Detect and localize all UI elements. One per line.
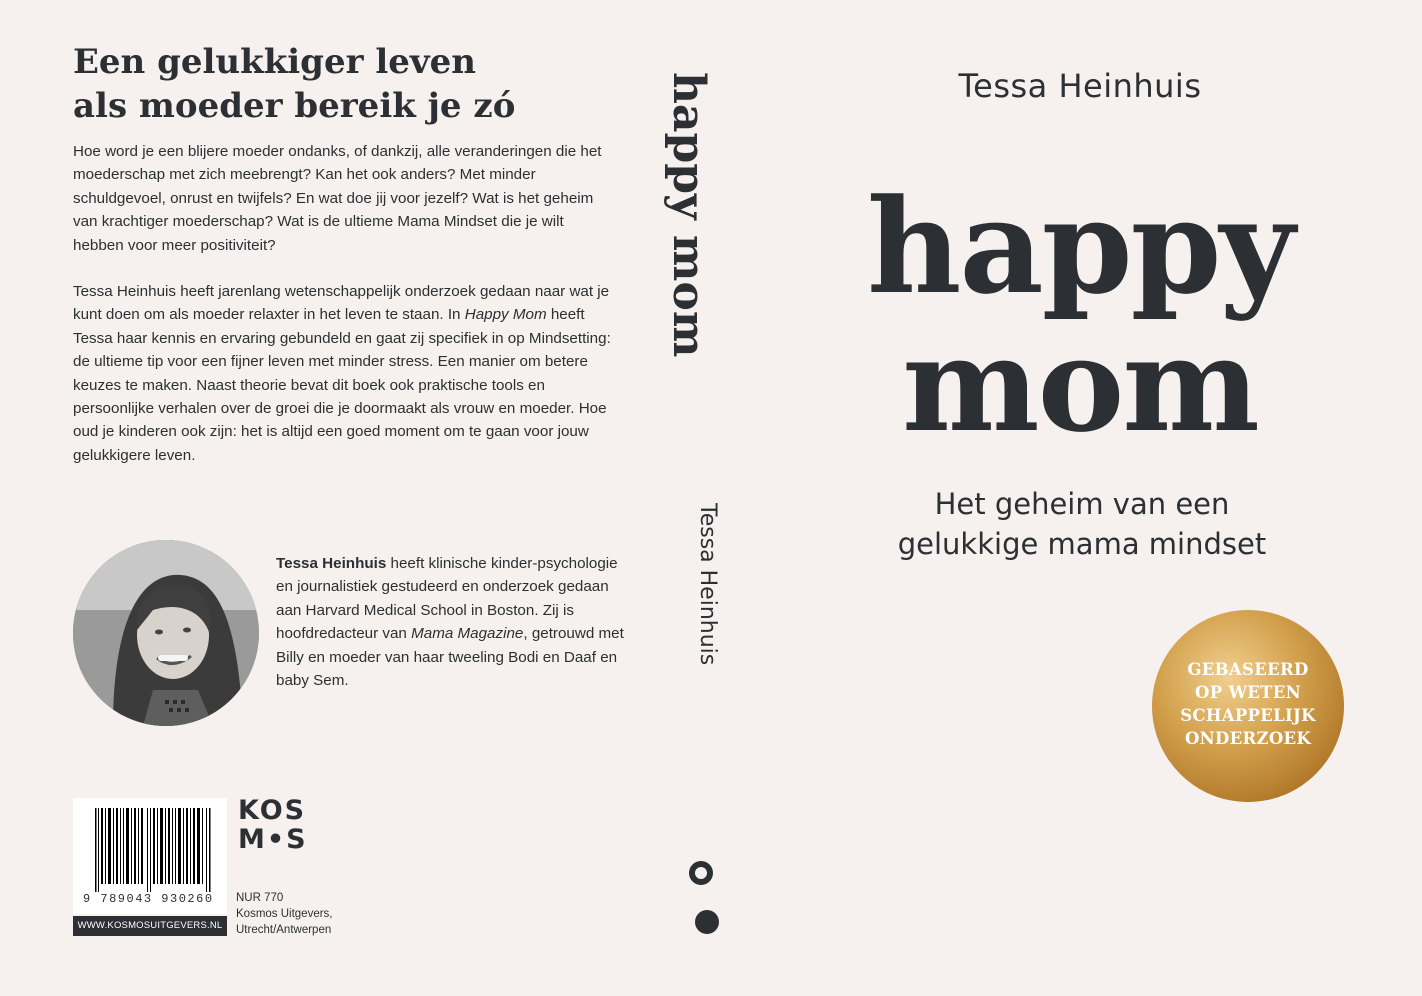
imprint-info — [236, 890, 376, 938]
barcode-bars — [81, 808, 221, 892]
publisher-name: Kosmos Uitgevers, — [236, 908, 333, 920]
publisher-location: Utrecht/Antwerpen — [236, 924, 332, 936]
blurb-paragraph-1: Hoe word je een blijere moeder ondanks, of dankzij, alle veranderingen die het moederschap met zich meebrengt? Kan het ook anders? Met minder schuldgevoel, onrust en twijfels? En wat doe jij voor jezelf? Wat is het geheim van krachtiger moederschap? Wat is de ultieme Mama Mindset die je wilt hebben voor meer positiviteit? — [73, 143, 602, 254]
author-photo — [73, 540, 259, 726]
seal-line-1: GEBASEERD — [1187, 660, 1309, 679]
barcode — [73, 798, 227, 914]
author-bio — [276, 552, 636, 692]
spine-logo-dot-icon — [695, 910, 719, 934]
seal-line-2: OP WETEN — [1195, 683, 1301, 702]
blurb-book-title: Happy Mom — [464, 306, 547, 324]
front-subtitle — [840, 484, 1324, 564]
research-seal-badge — [1152, 610, 1344, 802]
spine-author: Tessa Heinhuis — [695, 503, 720, 666]
blurb-paragraph-2-text-a: Tessa Heinhuis heeft jarenlang wetenschappelijk onderzoek gedaan naar wat je kunt doen om als moeder relaxter in het leven te staan. In — [73, 283, 610, 324]
nur-code: NUR 770 — [236, 892, 284, 904]
back-heading-line-2: als moeder bereik je zó — [73, 86, 516, 126]
front-title — [850, 170, 1310, 461]
bio-author-name: Tessa Heinhuis — [276, 555, 387, 572]
front-title-line-1: happy — [866, 170, 1294, 323]
back-cover-heading — [73, 40, 633, 128]
spine-title: happy mom — [663, 72, 714, 358]
author-portrait-illustration — [73, 540, 259, 726]
publisher-website: WWW.KOSMOSUITGEVERS.NL — [73, 916, 227, 936]
publisher-logo-line-1: KOS — [238, 795, 307, 826]
publisher-logo — [238, 796, 328, 856]
blurb-paragraph-2-text-b: heeft Tessa haar kennis en ervaring gebundeld en gaat zij specifiek in op Mindsetting: de ultieme tip voor een fijner leven met minder stress. Een manier om betere keuzes te maken. Naast theorie bevat dit boek ook praktische tools en persoonlijke verhalen over de groei die je doormaakt als vrouw en moeder. Hoe oud je kinderen ook zijn: het is altijd een goed moment om te gaan voor jouw gelukkigere leven. — [73, 306, 611, 464]
publisher-logo-line-2: M•S — [238, 824, 308, 855]
seal-line-4: ONDERZOEK — [1184, 729, 1312, 748]
front-subtitle-line-1: Het geheim van een — [934, 487, 1230, 521]
blurb-paragraph-2 — [73, 280, 613, 467]
bio-magazine-title: Mama Magazine — [411, 625, 524, 643]
front-title-line-2: mom — [902, 308, 1258, 461]
front-author-name: Tessa Heinhuis — [958, 67, 1202, 105]
seal-line-3: SCHAPPELIJK — [1180, 706, 1316, 725]
spine-logo-ring-icon — [689, 861, 713, 885]
isbn-number: 9 789043 930260 — [83, 892, 214, 906]
bio-text-a: heeft klinische kinder-psychologie en journalistiek gestudeerd en onderzoek gedaan aan Harvard Medical School in Boston. Zij is hoofdredacteur van — [276, 555, 618, 643]
seal-text — [1152, 658, 1344, 750]
bio-text-b: , getrouwd met Billy en moeder van haar tweeling Bodi en Daaf en baby Sem. — [276, 625, 624, 690]
back-heading-line-1: Een gelukkiger leven — [73, 42, 476, 82]
front-subtitle-line-2: gelukkige mama mindset — [897, 527, 1267, 561]
